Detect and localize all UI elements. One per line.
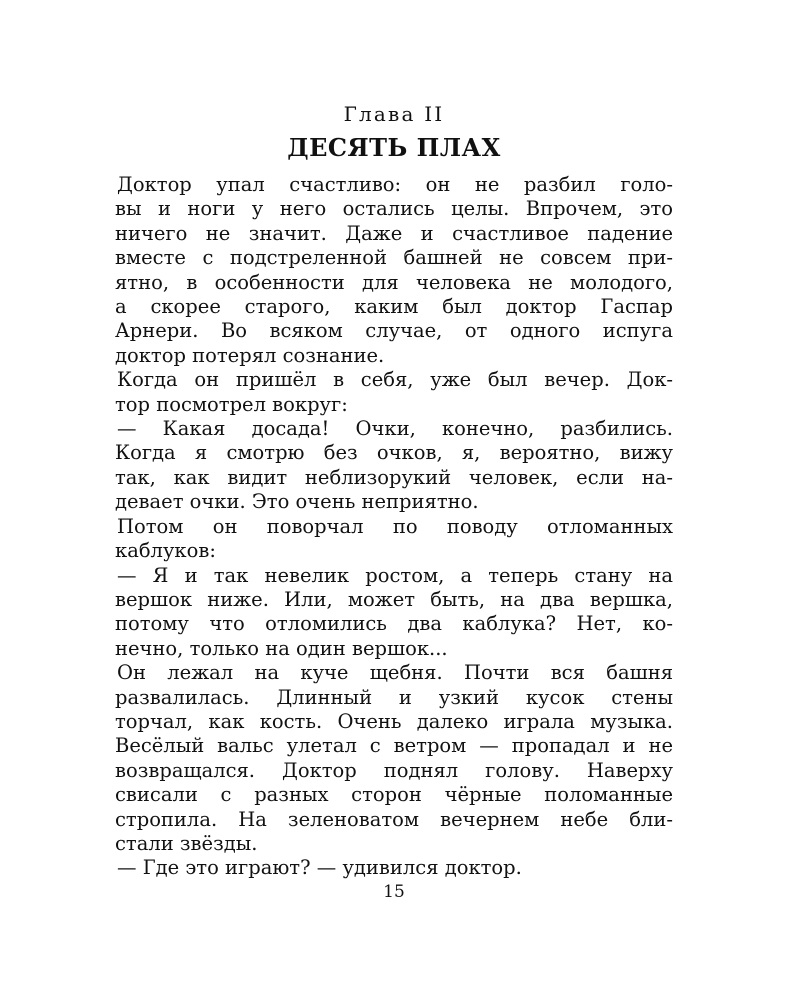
text-line: ятно, в особенности для человека не молодого,	[115, 270, 673, 294]
text-line: — Какая досада! Очки, конечно, разбились.	[117, 417, 673, 441]
text-line: Потом он поворчал по поводу отломанных	[117, 514, 673, 538]
text-line: вы и ноги у него остались целы. Впрочем, это	[115, 197, 673, 221]
text-line: — Где это играют? — удивился доктор.	[117, 856, 522, 880]
text-line: развалилась. Длинный и узкий кусок стены	[115, 685, 673, 709]
text-line: Когда я смотрю без очков, я, вероятно, вижу	[115, 441, 673, 465]
text-line: Доктор упал счастливо: он не разбил голо-	[117, 173, 673, 196]
text-line: доктор потерял сознание.	[115, 343, 385, 367]
text-line: стали звёзды.	[115, 831, 258, 855]
text-line: Когда он пришёл в себя, уже был вечер. Док-	[117, 368, 673, 392]
text-line: тор посмотрел вокруг:	[115, 392, 348, 416]
text-line: свисали с разных сторон чёрные поломанные	[115, 783, 673, 807]
text-line: так, как видит неблизорукий человек, если на-	[115, 465, 673, 489]
text-line: Арнери. Во всяком случае, от одного испуга	[115, 319, 673, 343]
text-line: стропила. На зеленоватом вечернем небе бли-	[115, 807, 673, 831]
text-line: Весёлый вальс улетал с ветром — пропадал и не	[115, 734, 673, 758]
text-line: нечно, только на один вершок...	[115, 636, 448, 660]
text-line: — Я и так невелик ростом, а теперь стану на	[117, 563, 673, 587]
text-line: торчал, как кость. Очень далеко играла музыка.	[115, 709, 673, 733]
text-line: вершок ниже. Или, может быть, на два вершка,	[115, 587, 673, 611]
chapter-title: ДЕСЯТЬ ПЛАХ	[287, 133, 501, 162]
text-line: вместе с подстреленной башней не совсем при-	[115, 246, 673, 270]
text-line: каблуков:	[115, 539, 216, 563]
book-page	[115, 0, 673, 1000]
text-line: Он лежал на куче щебня. Почти вся башня	[117, 661, 673, 685]
text-line: потому что отломились два каблука? Нет, ко-	[115, 612, 673, 636]
text-line: ничего не значит. Даже и счастливое падение	[115, 221, 673, 245]
chapter-body-text	[115, 173, 673, 881]
text-line: а скорее старого, каким был доктор Гаспар	[115, 295, 673, 319]
text-line: возвращался. Доктор поднял голову. Наверху	[115, 758, 673, 782]
page-number: 15	[383, 882, 405, 902]
chapter-label: Глава II	[343, 102, 445, 126]
text-line: девает очки. Это очень неприятно.	[115, 490, 479, 514]
